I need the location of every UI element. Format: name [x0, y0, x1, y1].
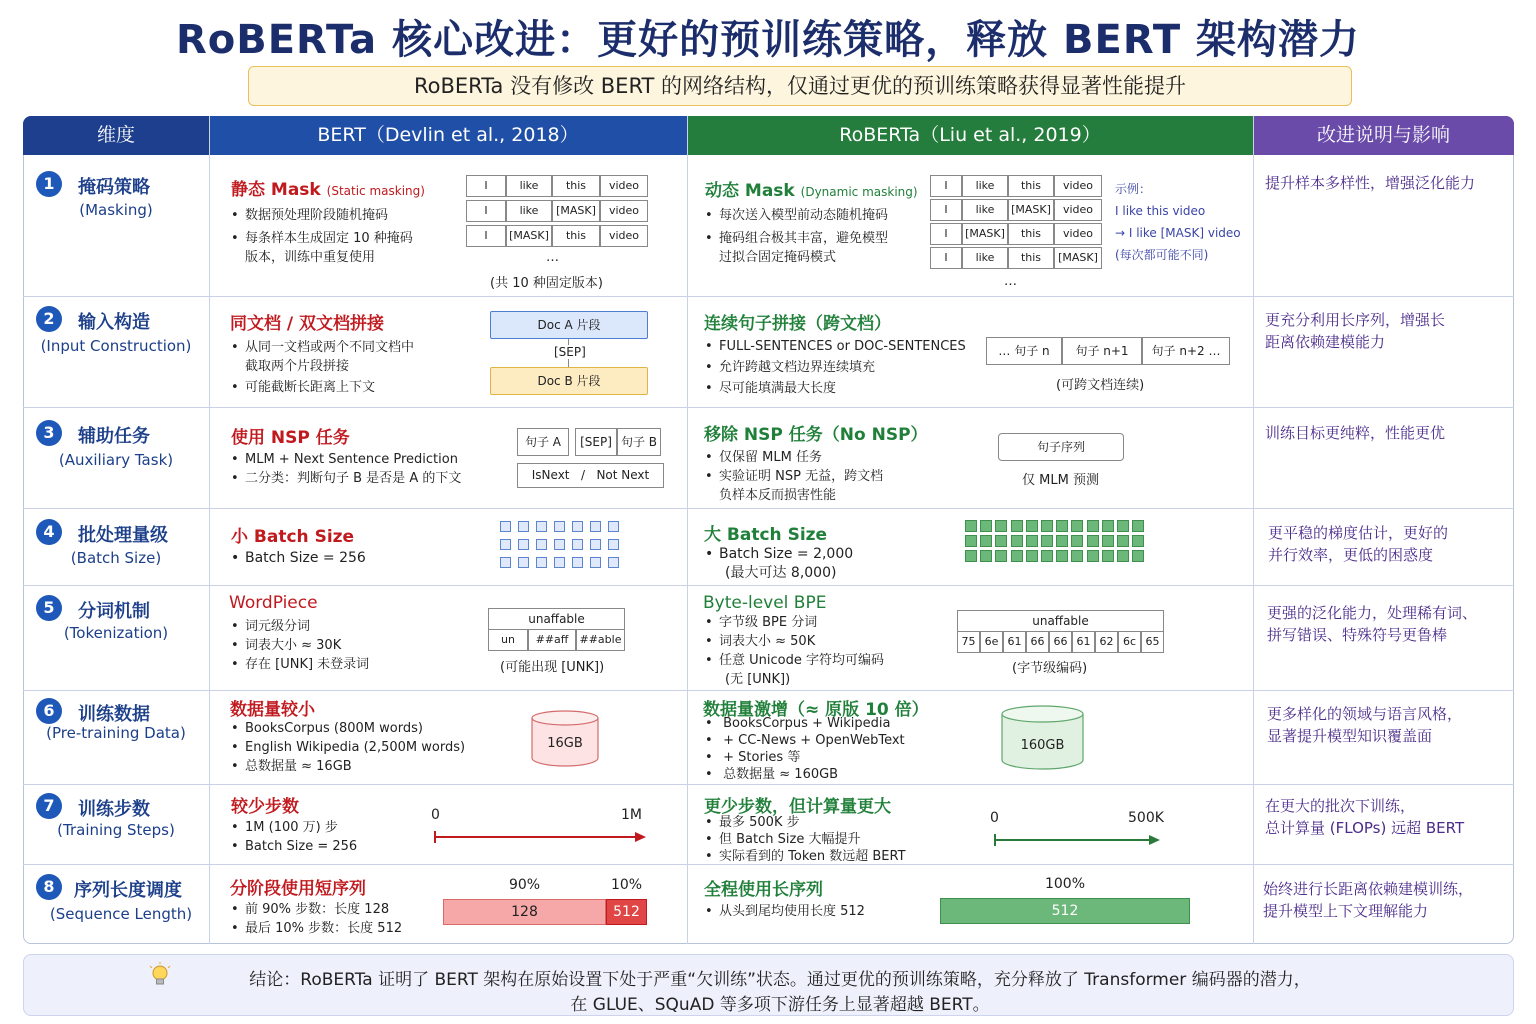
- token: I: [466, 200, 506, 222]
- roberta-masking-title: 动态 Mask (Dynamic masking): [705, 181, 918, 201]
- impact-text: [1265, 309, 1510, 353]
- header-roberta: RoBERTa（Liu et al., 2019）: [687, 116, 1253, 155]
- batch-sample: [536, 539, 547, 550]
- sentence-b-box: 句子 B: [617, 428, 661, 456]
- bert-mask-caption: (共 10 种固定版本): [490, 276, 603, 291]
- dimension-subtitle: (Batch Size): [70, 549, 162, 567]
- impact-text: [1265, 795, 1510, 839]
- sentence-sequence: [986, 337, 1230, 365]
- impact-text: [1268, 522, 1513, 566]
- impact-line: 更强的泛化能力，处理稀有词、: [1267, 604, 1478, 622]
- bullet: • 从同一文档或两个不同文档中: [231, 340, 415, 355]
- bullet-continued: 过拟合固定掩码模式: [719, 250, 837, 265]
- roberta-tokenization-title: Byte-level BPE: [703, 593, 827, 613]
- phase-length: 512: [613, 904, 640, 920]
- arrow-icon: [992, 831, 1160, 849]
- byte-caption: (字节级编码): [1012, 661, 1088, 676]
- impact-line: 训练目标更纯粹，性能更优: [1265, 424, 1446, 442]
- batch-sample: [1087, 535, 1099, 547]
- roberta-mask-grid: [930, 175, 1102, 269]
- impact-line: 在更大的批次下训练，: [1265, 797, 1416, 815]
- bullet: • 仅保留 MLM 任务: [705, 450, 822, 465]
- bullet: • MLM + Next Sentence Prediction: [231, 452, 458, 467]
- sep-box: [SEP]: [575, 428, 617, 456]
- batch-sample: [554, 539, 565, 550]
- token: video: [600, 175, 648, 197]
- token-row: [930, 175, 1102, 197]
- row-divider: [23, 508, 1514, 509]
- impact-line: 距离依赖建模能力: [1265, 333, 1386, 351]
- sentence-a-box: 句子 A: [517, 428, 569, 456]
- bullet: • 任意 Unicode 字符均可编码: [705, 653, 884, 668]
- batch-sample: [1056, 535, 1068, 547]
- byte-token: 66: [1049, 631, 1072, 653]
- bullet: • 最后 10% 步数：长度 512: [231, 921, 403, 936]
- batch-sample: [590, 557, 601, 568]
- bullet: • 实验证明 NSP 无益，跨文档: [705, 469, 884, 484]
- token: this: [1008, 247, 1054, 269]
- row-number: 4: [36, 519, 62, 545]
- mlm-only-caption: 仅 MLM 预测: [1022, 473, 1099, 488]
- token: this: [552, 225, 600, 247]
- bullet-continued: 截取两个片段拼接: [245, 359, 350, 374]
- batch-sample: [1026, 535, 1038, 547]
- bullet: • 词元级分词: [231, 619, 311, 634]
- dimension-title: 掩码策略: [78, 177, 150, 198]
- conclusion-line: 在 GLUE、SQuAD 等多项下游任务上显著超越 BERT。: [570, 995, 990, 1015]
- row-number: 8: [36, 874, 62, 900]
- nsp-input-boxes: [517, 428, 661, 456]
- impact-text: [1267, 602, 1512, 646]
- byte-token: 6e: [980, 631, 1003, 653]
- batch-sample: [1102, 535, 1114, 547]
- batch-sample: [1056, 520, 1068, 532]
- batch-sample: [554, 557, 565, 568]
- batch-sample: [980, 520, 992, 532]
- token: this: [1008, 175, 1054, 197]
- row-number: 5: [36, 595, 62, 621]
- row-divider: [23, 784, 1514, 785]
- batch-sample: [608, 521, 619, 532]
- token: video: [600, 200, 648, 222]
- roberta-input-title: 连续句子拼接（跨文档）: [704, 314, 891, 334]
- subword-token: ##aff: [528, 629, 576, 651]
- impact-text: [1263, 878, 1513, 922]
- batch-sample: [965, 520, 977, 532]
- ellipsis: …: [1004, 274, 1017, 289]
- bert-nsp-title: 使用 NSP 任务: [231, 428, 350, 448]
- wordpiece-caption: (可能出现 [UNK]): [500, 660, 605, 675]
- row-number: 7: [36, 793, 62, 819]
- small-batch-icon: [500, 521, 620, 576]
- token: [MASK]: [1008, 199, 1054, 221]
- batch-sample: [572, 521, 583, 532]
- bullet-continued: (最大可达 8,000): [725, 565, 837, 581]
- roberta-nsp-bullets: [705, 448, 945, 505]
- batch-sample: [1041, 535, 1053, 547]
- impact-line: 更平稳的梯度估计，更好的: [1268, 524, 1449, 542]
- impact-text: [1265, 422, 1510, 444]
- dimension-title: 批处理量级: [78, 525, 168, 546]
- page-title: RoBERTa 核心改进：更好的预训练策略，释放 BERT 架构潜力: [175, 17, 1361, 63]
- bert-steps-title: 较少步数: [231, 797, 299, 817]
- phase-128-bar: [443, 899, 606, 925]
- batch-sample: [1102, 520, 1114, 532]
- byte-token: 66: [1026, 631, 1049, 653]
- row-number: 6: [36, 698, 62, 724]
- batch-sample: [536, 557, 547, 568]
- batch-sample: [1011, 550, 1023, 562]
- token: video: [1054, 199, 1102, 221]
- token: I: [930, 175, 962, 197]
- impact-line: 显著提升模型知识覆盖面: [1267, 727, 1433, 745]
- bert-seq-bullets: [231, 900, 402, 938]
- batch-sample: [1132, 550, 1144, 562]
- roberta-seq-title: 全程使用长序列: [704, 880, 823, 900]
- batch-sample: [572, 539, 583, 550]
- phase-512-bar: [606, 899, 647, 925]
- batch-sample: [518, 521, 529, 532]
- example-line: I like this video: [1115, 204, 1206, 218]
- batch-sample: [1132, 520, 1144, 532]
- dimension-title: 训练数据: [78, 704, 150, 725]
- full-length-bar: 512: [940, 898, 1190, 924]
- bullet: • 词表大小 ≈ 50K: [705, 634, 816, 649]
- batch-sample: [1011, 520, 1023, 532]
- batch-sample: [608, 539, 619, 550]
- roberta-batch-title: 大 Batch Size: [704, 525, 828, 545]
- token: like: [506, 200, 552, 222]
- bullet: • 掩码组合极其丰富，避免模型: [705, 231, 889, 246]
- dimension-title: 训练步数: [78, 799, 150, 820]
- bert-tokenization-bullets: [231, 617, 369, 674]
- bert-data-bullets: [231, 719, 465, 776]
- batch-sample: [1117, 550, 1129, 562]
- dimension-title: 序列长度调度: [74, 880, 182, 901]
- bert-data-title: 数据量较小: [230, 700, 315, 720]
- bullet: • English Wikipedia (2,500M words): [231, 740, 466, 755]
- dimension-subtitle: (Training Steps): [57, 821, 175, 839]
- bullet: • 允许跨越文档边界连续填充: [705, 360, 876, 375]
- bullet: • 存在 [UNK] 未登录词: [231, 657, 370, 672]
- bullet: • 但 Batch Size 大幅提升: [705, 832, 861, 847]
- subword-token: ##able: [576, 629, 625, 651]
- example-label: 示例：: [1115, 182, 1152, 196]
- sentence-box: … 句子 n: [986, 337, 1062, 365]
- batch-sample: [1026, 520, 1038, 532]
- token-row: [930, 223, 1102, 245]
- token: like: [506, 175, 552, 197]
- bert-masking-bullets: [231, 206, 461, 267]
- wordpiece-tokens: [488, 629, 625, 651]
- example-line: (每次都可能不同): [1115, 248, 1209, 262]
- dimension-subtitle: (Input Construction): [40, 337, 192, 355]
- full-percent: 100%: [1044, 876, 1086, 892]
- bullet: • FULL-SENTENCES or DOC-SENTENCES: [705, 339, 966, 354]
- token: video: [600, 225, 648, 247]
- token: [MASK]: [1054, 247, 1102, 269]
- batch-sample: [965, 550, 977, 562]
- dimension-subtitle: (Tokenization): [63, 624, 169, 642]
- phase-length: 128: [511, 904, 538, 920]
- bert-seq-title: 分阶段使用短序列: [230, 879, 366, 899]
- bullet: • 字节级 BPE 分词: [705, 615, 818, 630]
- byte-token: 61: [1072, 631, 1095, 653]
- header-dimension: 维度: [23, 116, 209, 155]
- bullet: • 实际看到的 Token 数远超 BERT: [705, 849, 906, 864]
- byte-token: 61: [1003, 631, 1026, 653]
- batch-sample: [995, 535, 1007, 547]
- batch-sample: [572, 557, 583, 568]
- dimension-title: 输入构造: [78, 312, 150, 333]
- batch-sample: [980, 535, 992, 547]
- roberta-data-title: 数据量激增（≈ 原版 10 倍）: [703, 700, 929, 720]
- batch-sample: [1102, 550, 1114, 562]
- roberta-steps-bullets: [705, 814, 906, 865]
- token: like: [962, 199, 1008, 221]
- axis-end-label: 500K: [1128, 810, 1164, 826]
- bert-steps-bullets: [231, 818, 357, 856]
- row-divider: [23, 585, 1514, 586]
- axis-start-label: 0: [990, 810, 999, 826]
- roberta-steps-title: 更少步数，但计算量更大: [704, 797, 891, 817]
- batch-sample: [1087, 520, 1099, 532]
- batch-sample: [1132, 535, 1144, 547]
- token: like: [962, 247, 1008, 269]
- bullet: • 总数据量 ≈ 16GB: [231, 759, 352, 774]
- batch-sample: [536, 521, 547, 532]
- bullet-continued: 版本，训练中重复使用: [245, 250, 376, 265]
- bullet: • 总数据量 ≈ 160GB: [705, 767, 839, 782]
- row-number: 2: [36, 306, 62, 332]
- roberta-input-bullets: [705, 337, 980, 398]
- bert-input-title: 同文档 / 双文档拼接: [230, 314, 385, 334]
- impact-line: 更多样化的领域与语言风格，: [1267, 705, 1463, 723]
- arrow-icon: [432, 828, 646, 846]
- sentence-box: 句子 n+2 …: [1142, 337, 1230, 365]
- bullet: • 1M (100 万) 步: [231, 820, 338, 835]
- database-size: 160GB: [1020, 738, 1065, 753]
- sentence-box: 句子 n+1: [1062, 337, 1142, 365]
- bullet-continued: (无 [UNK]): [725, 672, 791, 687]
- token-row: [466, 175, 648, 197]
- token: I: [930, 199, 962, 221]
- byte-token: 62: [1095, 631, 1118, 653]
- byte-tokens: [957, 631, 1164, 653]
- batch-sample: [1011, 535, 1023, 547]
- bullet: • 尽可能填满最大长度: [705, 381, 837, 396]
- bullet: • 二分类：判断句子 B 是否是 A 的下文: [231, 471, 462, 486]
- batch-sample: [608, 557, 619, 568]
- dimension-subtitle: (Pre-training Data): [46, 724, 186, 742]
- bert-mask-grid: [466, 175, 648, 247]
- doc-a-segment: Doc A 片段: [490, 311, 648, 339]
- sep-token: [SEP]: [554, 345, 586, 359]
- batch-sample: [1117, 535, 1129, 547]
- bullet: • Batch Size = 256: [231, 550, 366, 566]
- roberta-data-bullets: [705, 715, 905, 783]
- example-line: → I like [MASK] video: [1115, 226, 1241, 240]
- row-divider: [23, 690, 1514, 691]
- bert-input-bullets: [231, 338, 481, 397]
- batch-sample: [500, 557, 511, 568]
- word-box: unaffable: [957, 610, 1164, 632]
- token-row: [466, 225, 648, 247]
- token: I: [466, 225, 506, 247]
- row-divider: [23, 407, 1514, 408]
- token: this: [552, 175, 600, 197]
- bullet: • + CC-News + OpenWebText: [705, 733, 905, 748]
- phase-percent: 90%: [508, 877, 541, 893]
- batch-sample: [1056, 550, 1068, 562]
- batch-sample: [1117, 520, 1129, 532]
- bert-masking-title: 静态 Mask (Static masking): [231, 180, 425, 200]
- bullet: • BooksCorpus + Wikipedia: [705, 716, 891, 731]
- row-divider: [23, 296, 1514, 297]
- roberta-tokenization-bullets: [705, 613, 884, 689]
- batch-sample: [995, 550, 1007, 562]
- impact-line: 总计算量 (FLOPs) 远超 BERT: [1265, 819, 1465, 837]
- impact-line: 提升样本多样性，增强泛化能力: [1265, 174, 1476, 192]
- subword-token: un: [488, 629, 528, 651]
- doc-b-segment: Doc B 片段: [490, 367, 648, 395]
- bullet: • Batch Size = 256: [231, 839, 358, 854]
- database-size: 16GB: [547, 736, 583, 751]
- bert-nsp-bullets: [231, 450, 521, 488]
- dimension-title: 辅助任务: [78, 426, 150, 447]
- batch-sample: [980, 550, 992, 562]
- token: video: [1054, 223, 1102, 245]
- batch-sample: [1026, 550, 1038, 562]
- bullet: • 每次送入模型前动态随机掩码: [705, 208, 889, 223]
- batch-sample: [590, 521, 601, 532]
- bullet: • + Stories 等: [705, 750, 801, 765]
- token: I: [466, 175, 506, 197]
- phase-percent: 10%: [610, 877, 643, 893]
- batch-sample: [1071, 520, 1083, 532]
- bullet: • 每条样本生成固定 10 种掩码: [231, 231, 413, 246]
- sentence-sequence-box: 句子序列: [998, 433, 1124, 461]
- ellipsis: …: [546, 250, 559, 265]
- bullet: • 从头到尾均使用长度 512: [705, 904, 865, 919]
- batch-sample: [554, 521, 565, 532]
- token: I: [930, 223, 962, 245]
- bullet: • 词表大小 ≈ 30K: [231, 638, 342, 653]
- batch-sample: [1041, 550, 1053, 562]
- token: this: [1008, 223, 1054, 245]
- bert-seq-schedule: [443, 877, 647, 925]
- dimension-subtitle: (Auxiliary Task): [58, 451, 174, 469]
- impact-line: 拼写错误、特殊符号更鲁棒: [1267, 626, 1448, 644]
- mask-example: [1115, 178, 1253, 266]
- batch-sample: [1087, 550, 1099, 562]
- column-divider: [1253, 116, 1254, 944]
- bert-tokenization-title: WordPiece: [229, 593, 318, 613]
- token: I: [930, 247, 962, 269]
- header-bert: BERT（Devlin et al., 2018）: [209, 116, 687, 155]
- byte-token: 6c: [1118, 631, 1141, 653]
- byte-token: 75: [957, 631, 980, 653]
- token: [MASK]: [506, 225, 552, 247]
- batch-sample: [995, 520, 1007, 532]
- batch-sample: [500, 539, 511, 550]
- bert-batch-bullets: [231, 549, 366, 568]
- roberta-masking-bullets: [705, 206, 930, 267]
- impact-text: [1267, 703, 1512, 747]
- token: like: [962, 175, 1008, 197]
- bullet: • 前 90% 步数：长度 128: [231, 902, 390, 917]
- roberta-batch-bullets: [705, 545, 853, 583]
- bert-batch-title: 小 Batch Size: [231, 527, 355, 547]
- batch-sample: [518, 539, 529, 550]
- subtitle-banner: RoBERTa 没有修改 BERT 的网络结构，仅通过更优的预训练策略获得显著性能提升: [248, 66, 1352, 106]
- word-box: unaffable: [488, 608, 625, 630]
- bullet: • BooksCorpus (800M words): [231, 721, 423, 736]
- byte-token: 65: [1141, 631, 1164, 653]
- batch-sample: [518, 557, 529, 568]
- impact-line: 并行效率，更低的困惑度: [1268, 546, 1434, 564]
- bullet-continued: 负样本反而损害性能: [719, 488, 837, 503]
- batch-sample: [500, 521, 511, 532]
- token: video: [1054, 175, 1102, 197]
- dimension-subtitle: (Masking): [79, 201, 153, 219]
- large-batch-icon: [965, 520, 1165, 570]
- bullet: • 最多 500K 步: [705, 815, 800, 830]
- row-number: 1: [36, 171, 62, 197]
- token-row: [930, 247, 1102, 269]
- axis-end-label: 1M: [621, 807, 642, 823]
- header-impact: 改进说明与影响: [1253, 116, 1514, 155]
- dimension-title: 分词机制: [78, 601, 150, 622]
- column-divider: [209, 116, 210, 944]
- bullet: • 数据预处理阶段随机掩码: [231, 208, 389, 223]
- bullet: • Batch Size = 2,000: [705, 546, 854, 562]
- conclusion-line: 结论：RoBERTa 证明了 BERT 架构在原始设置下处于严重“欠训练”状态。通过更优的预训练策略，充分释放了 Transformer 编码器的潜力，: [249, 970, 1311, 990]
- column-divider: [687, 116, 688, 944]
- batch-sample: [1071, 550, 1083, 562]
- sequence-caption: (可跨文档连续): [1056, 378, 1145, 393]
- dimension-subtitle: (Sequence Length): [49, 905, 193, 923]
- token-row: [930, 199, 1102, 221]
- axis-start-label: 0: [431, 807, 440, 823]
- token: [MASK]: [552, 200, 600, 222]
- nsp-labels: IsNext / Not Next: [517, 463, 664, 488]
- impact-text: [1265, 172, 1510, 194]
- impact-line: 更充分利用长序列，增强长: [1265, 311, 1446, 329]
- bullet: • 可能截断长距离上下文: [231, 380, 376, 395]
- batch-sample: [1041, 520, 1053, 532]
- impact-line: 始终进行长距离依赖建模训练，: [1263, 880, 1474, 898]
- token-row: [466, 200, 648, 222]
- token: [MASK]: [962, 223, 1008, 245]
- batch-sample: [590, 539, 601, 550]
- roberta-seq-bullets: [705, 902, 865, 921]
- batch-sample: [1071, 535, 1083, 547]
- batch-sample: [965, 535, 977, 547]
- row-number: 3: [36, 420, 62, 446]
- impact-line: 提升模型上下文理解能力: [1263, 902, 1429, 920]
- roberta-nsp-title: 移除 NSP 任务（No NSP）: [704, 425, 928, 445]
